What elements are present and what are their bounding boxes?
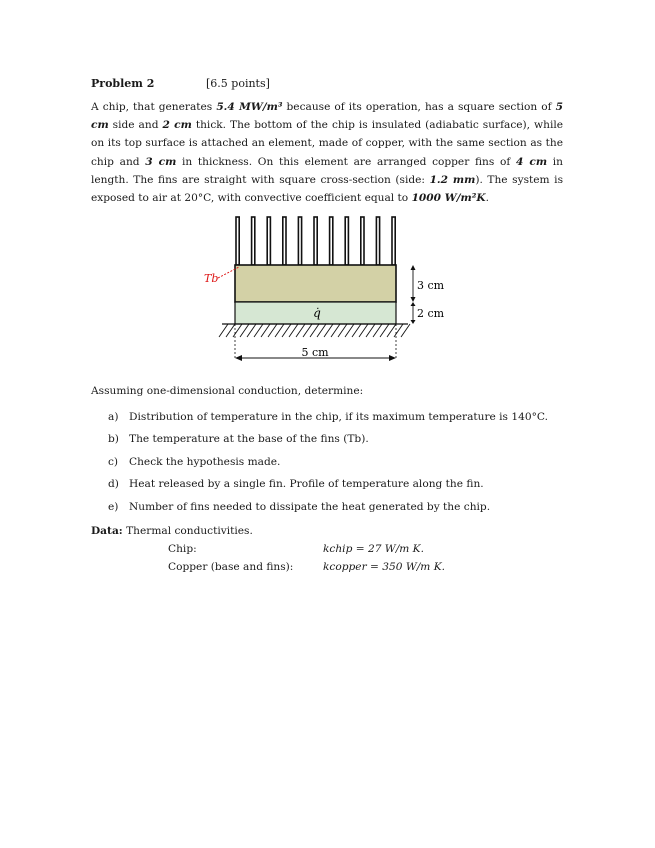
list-item-label: a) — [108, 411, 119, 423]
statement-text: side and — [108, 119, 163, 132]
hatch-line — [338, 324, 347, 337]
fin-length-value: 4 cm — [516, 155, 548, 168]
hatch-line — [345, 324, 354, 337]
hatch-line — [324, 324, 333, 337]
fin — [345, 217, 348, 265]
list-item-text: Distribution of temperature in the chip, if its maximum temperature is 140°C. — [129, 411, 548, 423]
list-item-label: b) — [108, 433, 119, 446]
fins — [236, 217, 395, 265]
chip-conductivity-name: Chip: — [168, 543, 197, 555]
list-item — [108, 475, 568, 497]
hatch-line — [233, 324, 242, 337]
problem-header — [91, 77, 270, 90]
copper-conductivity-name: Copper (base and fins): — [168, 561, 294, 573]
copper-thickness-value: 3 cm — [145, 155, 177, 168]
statement-text: in length. The fins are straight with square cross-section (side: — [91, 155, 563, 186]
hatch-line — [366, 324, 375, 337]
chip-fin-diagram — [198, 212, 460, 372]
arrow-up-icon — [411, 302, 416, 306]
copper-dimension-label: 3 cm — [417, 279, 445, 292]
list-item-label: d) — [108, 478, 119, 491]
hatch-line — [359, 324, 368, 337]
list-item — [108, 498, 568, 520]
chip-side-value: 5 cm — [91, 101, 563, 132]
adiabatic-hatching — [219, 324, 410, 337]
hatch-line — [303, 324, 312, 337]
fin — [283, 217, 286, 265]
problem-title: Problem 2 — [91, 77, 155, 90]
statement-text: thick. The bottom of the chip is insulated (adiabatic surface), while on its top surface is attached an element, made of copper, with the same section as the chip and — [91, 119, 563, 168]
arrow-down-icon — [411, 297, 416, 302]
list-item-label: e) — [108, 500, 119, 513]
arrow-up-icon — [411, 265, 416, 270]
fin — [298, 217, 301, 265]
arrow-left-icon — [235, 355, 242, 361]
problem-statement — [91, 98, 563, 207]
fin — [392, 217, 395, 265]
data-title: Thermal conductivities. — [126, 525, 253, 537]
task-list — [108, 408, 568, 520]
arrow-down-icon — [411, 320, 416, 324]
hatch-line — [387, 324, 396, 337]
arrow-right-icon — [389, 355, 396, 361]
fin — [330, 217, 333, 265]
fin — [236, 217, 239, 265]
hatch-line — [296, 324, 305, 337]
statement-text: because of its operation, has a square section of — [282, 101, 556, 113]
hatch-line — [289, 324, 298, 337]
tb-label: Tb — [204, 272, 219, 285]
list-item-text: Heat released by a single fin. Profile of temperature along the fin. — [129, 478, 484, 491]
hatch-line — [401, 324, 410, 337]
list-item — [108, 430, 568, 452]
list-item-text: Check the hypothesis made. — [129, 455, 281, 468]
heat-generation-symbol: q̇ — [313, 306, 321, 320]
chip-dimension-label: 2 cm — [417, 307, 445, 320]
hatch-line — [373, 324, 382, 337]
fin — [252, 217, 255, 265]
list-item-text: The temperature at the base of the fins (Tb). — [129, 433, 369, 446]
hatch-line — [268, 324, 277, 337]
copper-conductivity-value: kcopper = 350 W/m K. — [323, 561, 445, 573]
statement-text: . — [485, 192, 489, 205]
hatch-line — [254, 324, 263, 337]
list-item-label: c) — [108, 455, 119, 468]
hatch-line — [352, 324, 361, 337]
hatch-line — [261, 324, 270, 337]
hatch-line — [282, 324, 291, 337]
copper-base — [235, 265, 396, 302]
chip-thickness-value: 2 cm — [162, 119, 192, 132]
hatch-line — [275, 324, 284, 337]
fin — [314, 217, 317, 265]
statement-text: A chip, that generates — [91, 101, 217, 113]
hatch-line — [226, 324, 235, 337]
chip-conductivity-value: kchip = 27 W/m K. — [323, 543, 424, 555]
width-label: 5 cm — [301, 346, 329, 359]
hatch-line — [331, 324, 340, 337]
list-item — [108, 453, 568, 475]
problem-points: [6.5 points] — [206, 77, 270, 90]
statement-text: ). The system is exposed to air at 20°C, with convective coefficient equal to — [91, 173, 563, 205]
fin — [361, 217, 364, 265]
fin — [267, 217, 270, 265]
hatch-line — [219, 324, 228, 337]
hatch-line — [247, 324, 256, 337]
fin — [376, 217, 379, 265]
fin-side-value: 1.2 mm — [429, 173, 476, 186]
data-heading — [91, 525, 253, 537]
heat-generation-value: 5.4 MW/m³ — [216, 101, 283, 113]
hatch-line — [310, 324, 319, 337]
hatch-line — [380, 324, 389, 337]
assumption-text: Assuming one-dimensional conduction, determine: — [91, 385, 364, 397]
statement-text: in thickness. On this element are arranged copper fins of — [176, 155, 516, 168]
hatch-line — [317, 324, 326, 337]
data-label: Data: — [91, 525, 123, 537]
convective-coefficient-value: 1000 W/m²K — [411, 192, 486, 205]
list-item-text: Number of fins needed to dissipate the heat generated by the chip. — [129, 500, 491, 513]
hatch-line — [240, 324, 249, 337]
hatch-line — [394, 324, 403, 337]
list-item — [108, 408, 568, 430]
